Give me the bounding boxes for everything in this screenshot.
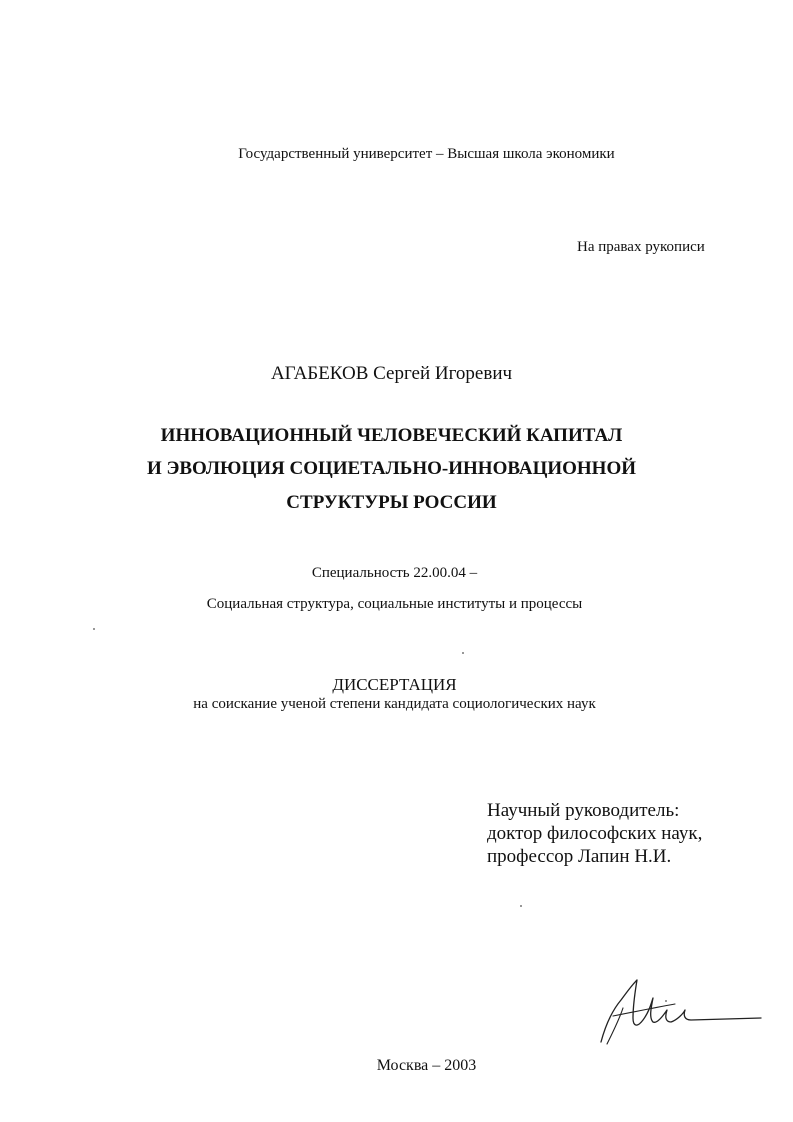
dissertation-title-line-3: СТРУКТУРЫ РОССИИ xyxy=(286,492,497,513)
author-name: АГАБЕКОВ Сергей Игоревич xyxy=(270,363,513,384)
advisor-degree: доктор философских наук, xyxy=(487,823,703,844)
scan-speck xyxy=(462,652,464,654)
manuscript-note: На правах рукописи xyxy=(577,239,705,255)
scan-speck xyxy=(520,905,522,907)
dissertation-title-line-1: ИННОВАЦИОННЫЙ ЧЕЛОВЕЧЕСКИЙ КАПИТАЛ xyxy=(160,425,623,446)
scan-speck xyxy=(665,1000,667,1002)
university-name: Государственный университет – Высшая школа экономики xyxy=(238,146,615,162)
city-year: Москва – 2003 xyxy=(376,1057,477,1074)
handwritten-signature xyxy=(593,972,763,1050)
signature-stroke-tail xyxy=(607,1008,623,1044)
dissertation-title-line-2: И ЭВОЛЮЦИЯ СОЦИЕТАЛЬНО-ИННОВАЦИОННОЙ xyxy=(146,458,637,479)
advisor-heading: Научный руководитель: xyxy=(487,800,680,821)
advisor-name: профессор Лапин Н.И. xyxy=(487,846,672,867)
dissertation-label: ДИССЕРТАЦИЯ xyxy=(332,675,457,694)
scan-speck xyxy=(93,628,95,630)
degree-description: на соискание ученой степени кандидата социологических наук xyxy=(193,696,596,712)
specialty-name: Социальная структура, социальные институты и процессы xyxy=(206,596,583,612)
signature-stroke-main xyxy=(601,980,761,1042)
specialty-code: Специальность 22.00.04 – xyxy=(311,565,478,581)
